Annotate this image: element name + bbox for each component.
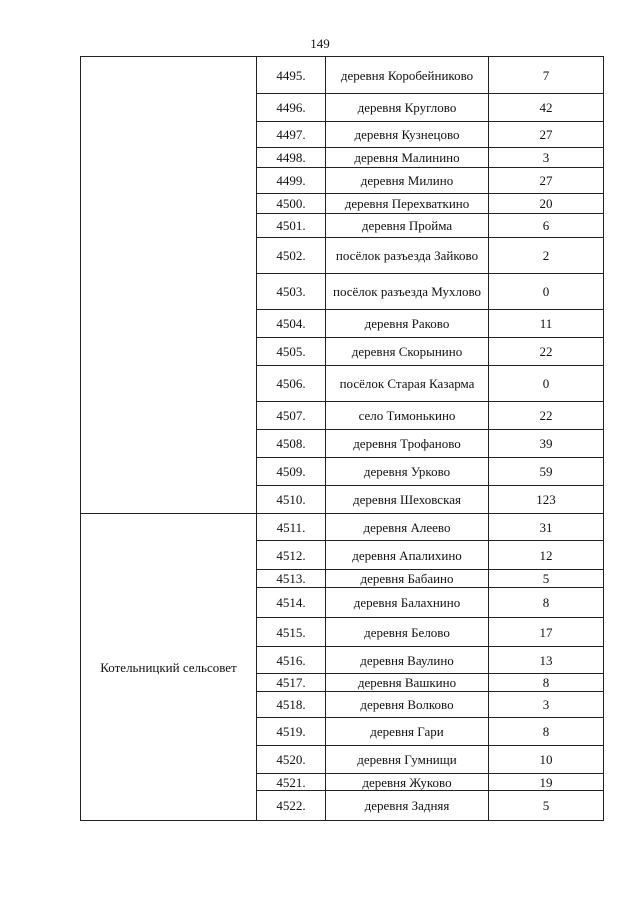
row-number-cell: 4522. (257, 791, 326, 821)
value-cell: 19 (489, 774, 604, 791)
value-cell: 5 (489, 570, 604, 588)
row-number-cell: 4516. (257, 647, 326, 674)
row-number-cell: 4512. (257, 541, 326, 570)
value-cell: 5 (489, 791, 604, 821)
settlement-name-cell: посёлок разъезда Зайково (326, 238, 489, 274)
row-number-cell: 4497. (257, 122, 326, 148)
settlement-name-cell: деревня Шеховская (326, 486, 489, 514)
value-cell: 123 (489, 486, 604, 514)
value-cell: 20 (489, 194, 604, 214)
value-cell: 27 (489, 168, 604, 194)
row-number-cell: 4515. (257, 618, 326, 647)
value-cell: 13 (489, 647, 604, 674)
settlement-name-cell: деревня Трофаново (326, 430, 489, 458)
settlement-name-cell: посёлок Старая Казарма (326, 366, 489, 402)
row-number-cell: 4506. (257, 366, 326, 402)
row-number-cell: 4500. (257, 194, 326, 214)
value-cell: 2 (489, 238, 604, 274)
row-number-cell: 4496. (257, 94, 326, 122)
value-cell: 0 (489, 274, 604, 310)
row-number-cell: 4499. (257, 168, 326, 194)
settlements-table-body (81, 57, 604, 821)
settlement-name-cell: деревня Волково (326, 692, 489, 718)
value-cell: 8 (489, 588, 604, 618)
settlement-name-cell: деревня Белово (326, 618, 489, 647)
value-cell: 31 (489, 514, 604, 541)
value-cell: 12 (489, 541, 604, 570)
table-row (81, 514, 604, 541)
table-row (81, 57, 604, 94)
value-cell: 39 (489, 430, 604, 458)
settlement-name-cell: деревня Круглово (326, 94, 489, 122)
value-cell: 11 (489, 310, 604, 338)
value-cell: 6 (489, 214, 604, 238)
row-number-cell: 4520. (257, 746, 326, 774)
settlement-name-cell: деревня Вашкино (326, 674, 489, 692)
settlement-name-cell: деревня Гумнищи (326, 746, 489, 774)
row-number-cell: 4503. (257, 274, 326, 310)
value-cell: 0 (489, 366, 604, 402)
district-cell: Котельницкий сельсовет (81, 514, 257, 821)
settlement-name-cell: деревня Малинино (326, 148, 489, 168)
row-number-cell: 4507. (257, 402, 326, 430)
settlement-name-cell: деревня Кузнецово (326, 122, 489, 148)
settlement-name-cell: деревня Апалихино (326, 541, 489, 570)
settlement-name-cell: деревня Скорынино (326, 338, 489, 366)
settlement-name-cell: деревня Раково (326, 310, 489, 338)
row-number-cell: 4495. (257, 57, 326, 94)
value-cell: 17 (489, 618, 604, 647)
value-cell: 22 (489, 402, 604, 430)
district-cell (81, 57, 257, 514)
settlement-name-cell: деревня Алеево (326, 514, 489, 541)
row-number-cell: 4498. (257, 148, 326, 168)
row-number-cell: 4510. (257, 486, 326, 514)
value-cell: 3 (489, 148, 604, 168)
settlement-name-cell: деревня Бабаино (326, 570, 489, 588)
value-cell: 8 (489, 674, 604, 692)
row-number-cell: 4517. (257, 674, 326, 692)
row-number-cell: 4504. (257, 310, 326, 338)
settlement-name-cell: село Тимонькино (326, 402, 489, 430)
row-number-cell: 4502. (257, 238, 326, 274)
page-number: 149 (310, 36, 330, 51)
settlements-table (80, 56, 604, 821)
row-number-cell: 4514. (257, 588, 326, 618)
row-number-cell: 4511. (257, 514, 326, 541)
value-cell: 42 (489, 94, 604, 122)
settlement-name-cell: деревня Урково (326, 458, 489, 486)
settlement-name-cell: деревня Милино (326, 168, 489, 194)
settlement-name-cell: деревня Задняя (326, 791, 489, 821)
settlement-name-cell: деревня Гари (326, 718, 489, 746)
row-number-cell: 4513. (257, 570, 326, 588)
value-cell: 59 (489, 458, 604, 486)
value-cell: 22 (489, 338, 604, 366)
value-cell: 27 (489, 122, 604, 148)
value-cell: 10 (489, 746, 604, 774)
settlement-name-cell: деревня Пройма (326, 214, 489, 238)
row-number-cell: 4508. (257, 430, 326, 458)
row-number-cell: 4509. (257, 458, 326, 486)
row-number-cell: 4518. (257, 692, 326, 718)
settlement-name-cell: деревня Перехваткино (326, 194, 489, 214)
settlement-name-cell: деревня Балахнино (326, 588, 489, 618)
row-number-cell: 4501. (257, 214, 326, 238)
value-cell: 8 (489, 718, 604, 746)
settlement-name-cell: деревня Коробейниково (326, 57, 489, 94)
row-number-cell: 4519. (257, 718, 326, 746)
value-cell: 7 (489, 57, 604, 94)
settlement-name-cell: деревня Жуково (326, 774, 489, 791)
row-number-cell: 4505. (257, 338, 326, 366)
value-cell: 3 (489, 692, 604, 718)
settlement-name-cell: деревня Ваулино (326, 647, 489, 674)
settlement-name-cell: посёлок разъезда Мухлово (326, 274, 489, 310)
row-number-cell: 4521. (257, 774, 326, 791)
